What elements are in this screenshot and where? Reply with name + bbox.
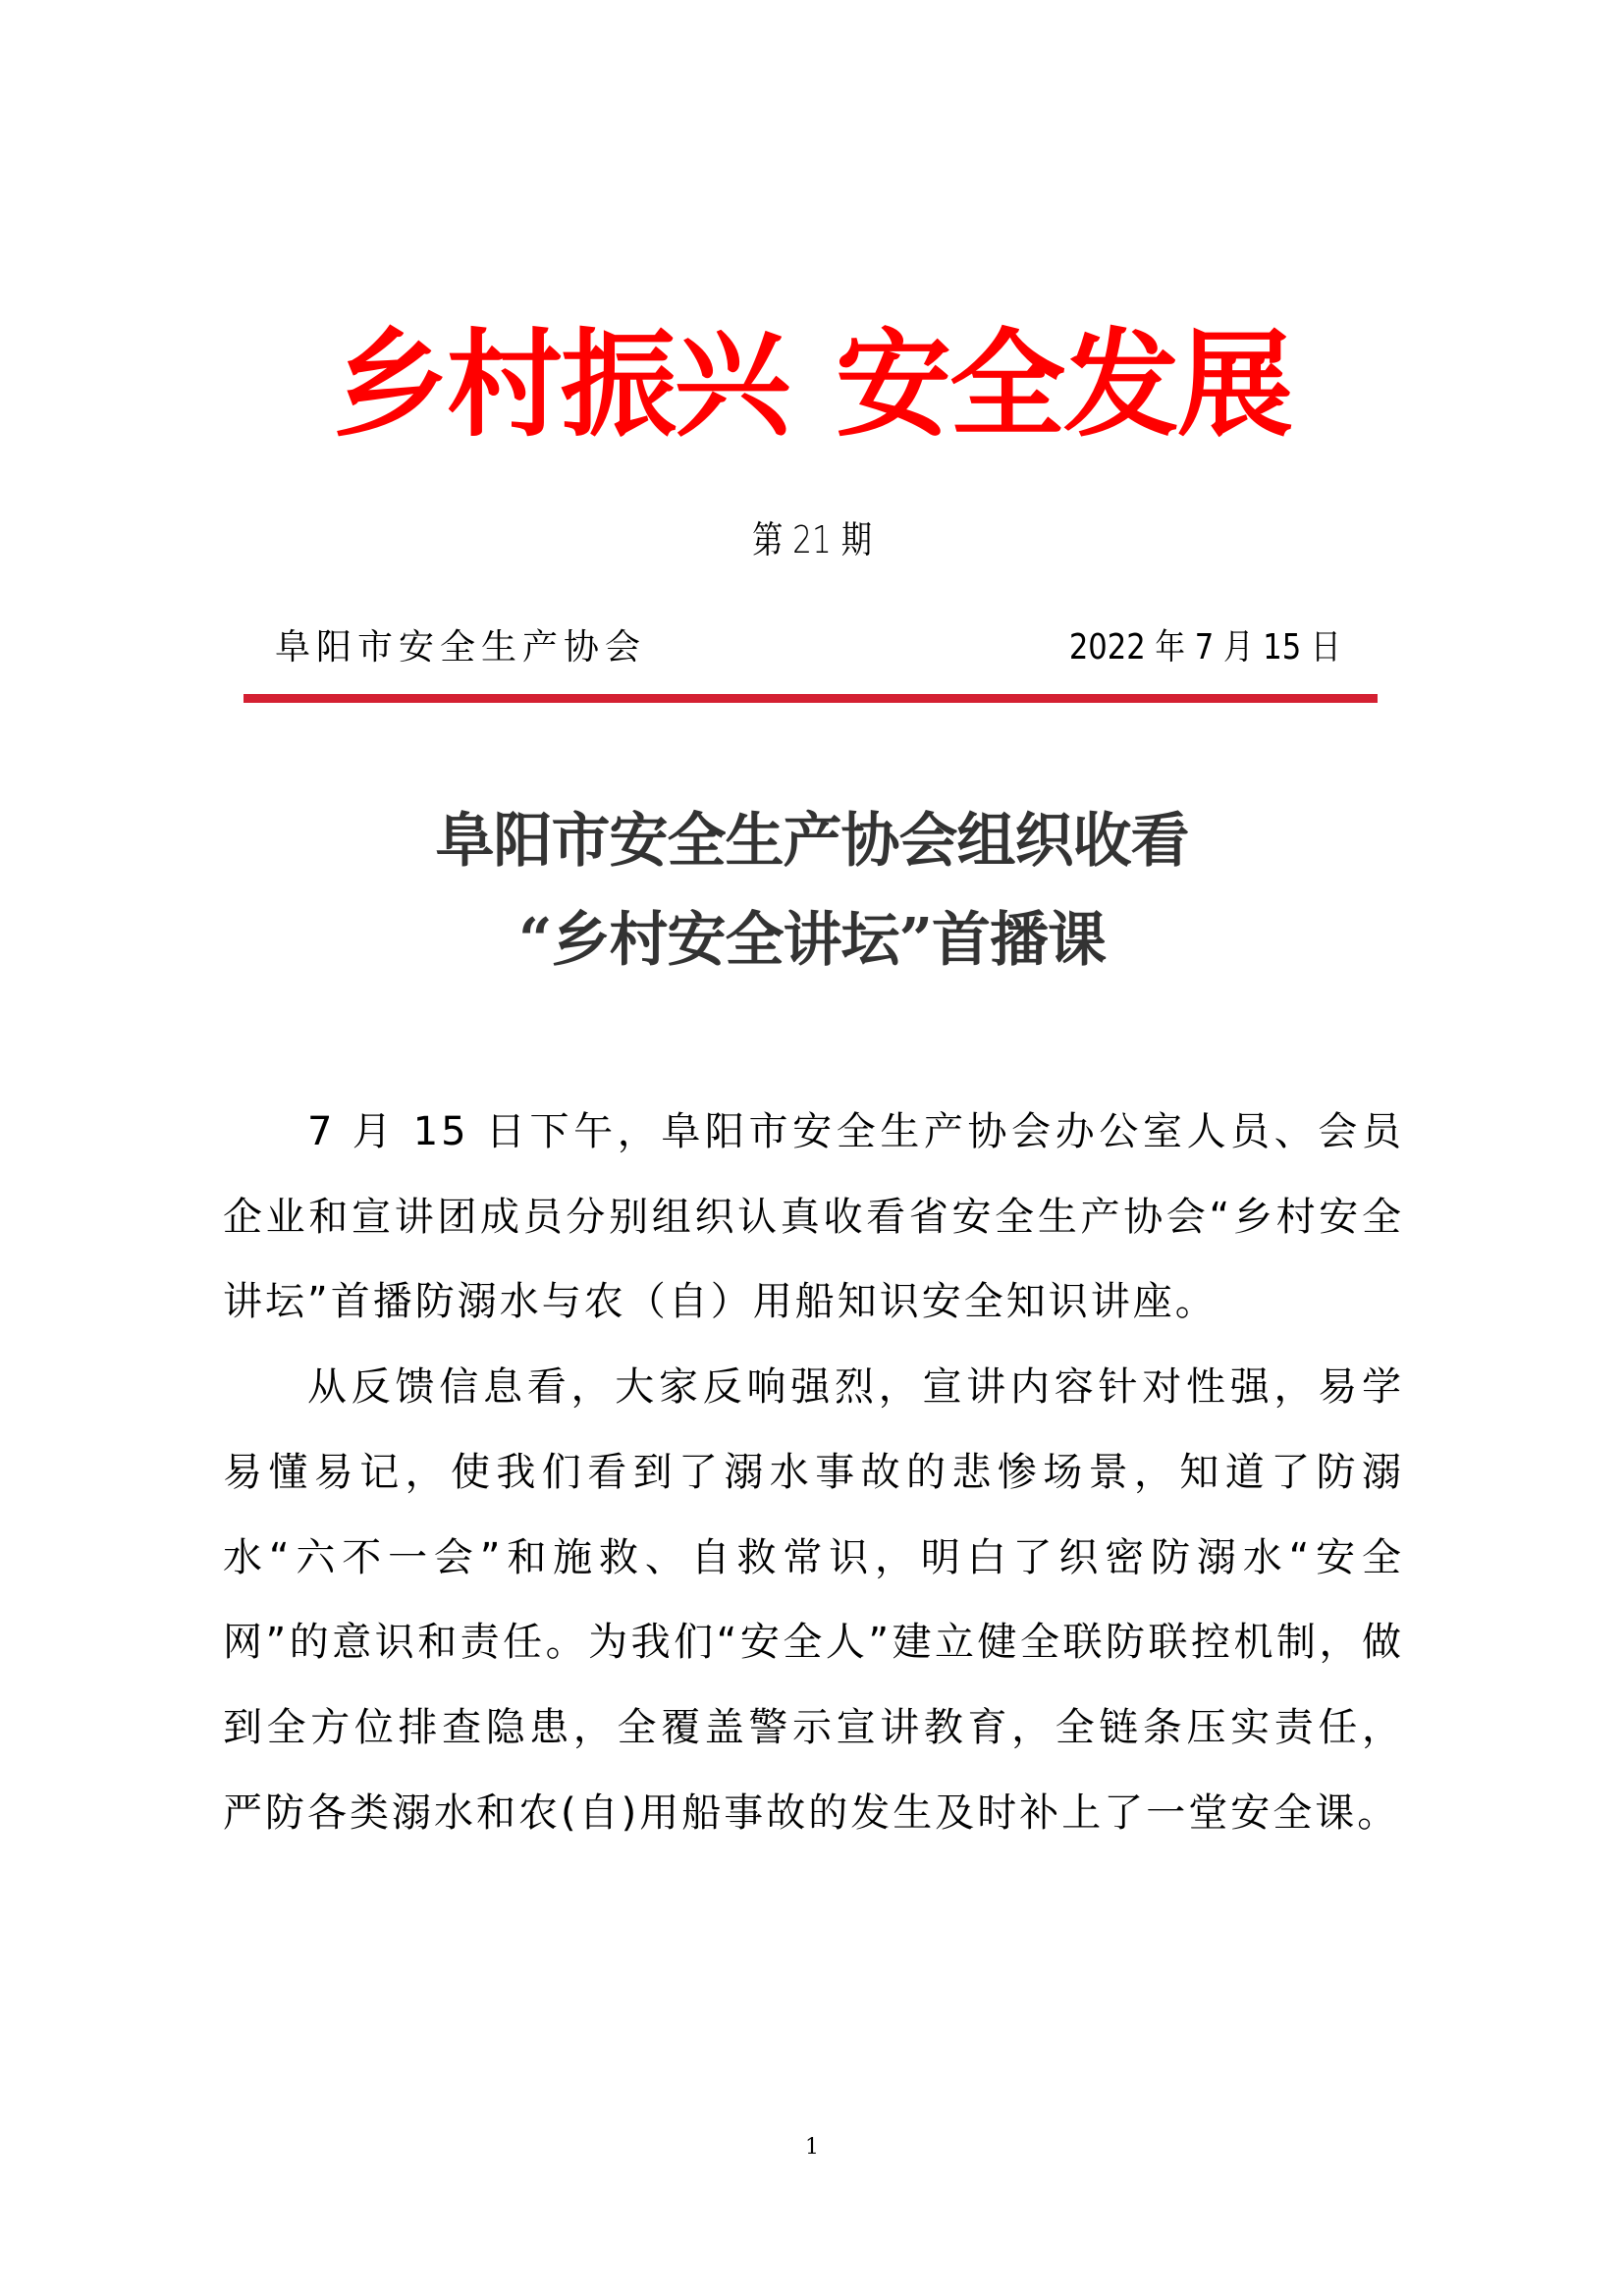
publication-date: 2022 年 7 月 15 日 [1069, 627, 1341, 667]
issue-number: 第 21 期 [752, 518, 872, 561]
masthead-part-1: 乡村振兴 [332, 317, 788, 453]
article-title-line-1: 阜阳市安全生产协会组织收看 [435, 807, 1189, 876]
masthead-part-2: 安全发展 [836, 317, 1292, 453]
page-number: 1 [805, 2135, 819, 2160]
red-divider [244, 694, 1378, 703]
article-body [223, 1090, 1404, 1855]
publication-meta [275, 622, 1341, 673]
body-paragraph-2: 从反馈信息看，大家反响强烈，宣讲内容针对性强，易学易懂易记，使我们看到了溺水事故的悲惨场景，知道了防溺水“六不一会”和施救、自救常识，明白了织密防溺水“安全网”的意识和责任。为我们“安全人”建立健全联防联控机制，做到全方位排查隐患，全覆盖警示宣讲教育，全链条压实责任，严防各类溺水和农(自)用船事故的发生及时补上了一堂安全课。 [223, 1364, 1404, 1836]
body-paragraph-1: 7 月 15 日下午，阜阳市安全生产协会办公室人员、会员企业和宣讲团成员分别组织认真收看省安全生产协会“乡村安全讲坛”首播防溺水与农（自）用船知识安全知识讲座。 [223, 1109, 1404, 1325]
article-title-line-2: “乡村安全讲坛”首播课 [517, 906, 1107, 975]
publisher-organization: 阜阳市安全生产协会 [275, 627, 647, 667]
masthead-title [0, 316, 1624, 454]
